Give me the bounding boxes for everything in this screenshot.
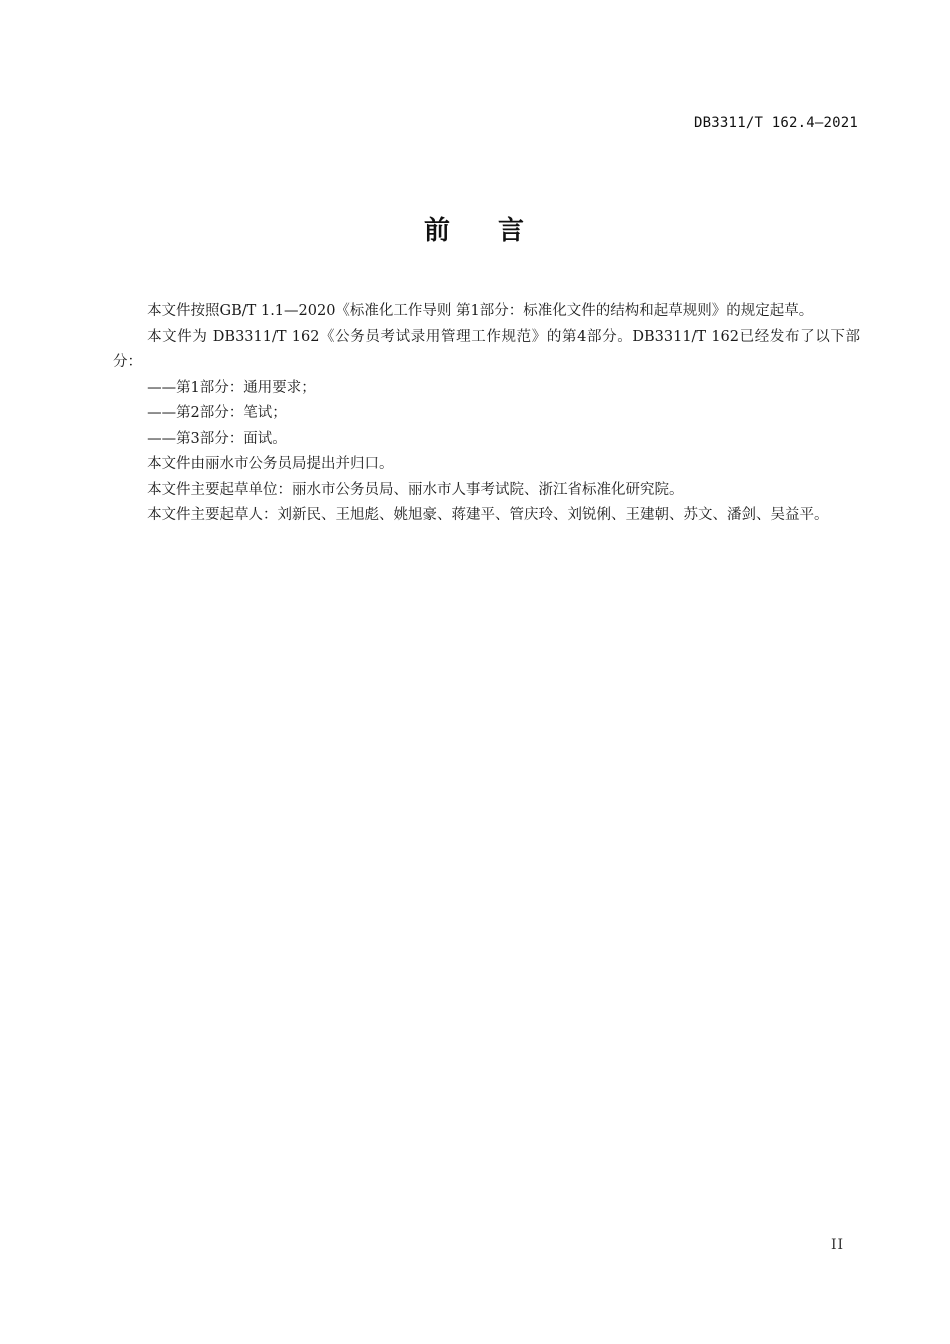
paragraph-drafters: 本文件主要起草人：刘新民、王旭彪、姚旭豪、蒋建平、管庆玲、刘锐俐、王建朝、苏文、潘剑、吴益平。 <box>147 507 829 523</box>
paragraph-drafting-units: 本文件主要起草单位：丽水市公务员局、丽水市人事考试院、浙江省标准化研究院。 <box>147 481 684 498</box>
title-char-2: 言 <box>498 216 527 246</box>
paragraph-part-of-series: 本文件为 DB3311/T 162《公务员考试录用管理工作规范》的第4部分。DB3311/T 162已经发布了以下部分： <box>113 328 860 370</box>
list-item-part-2: ——第2部分：笔试； <box>147 405 287 421</box>
paragraph-drafting-rules: 本文件按照GB/T 1.1—2020《标准化工作导则 第1部分：标准化文件的结构和起草规则》的规定起草。 <box>147 303 814 319</box>
title-char-1: 前 <box>423 216 452 246</box>
page-title <box>0 210 950 247</box>
document-code: DB3311/T 162.4—2021 <box>694 115 858 131</box>
list-item-part-3: ——第3部分：面试。 <box>147 430 287 447</box>
foreword-body <box>113 299 860 529</box>
page-number: II <box>830 1237 844 1253</box>
list-item-part-1: ——第1部分：通用要求； <box>147 379 316 396</box>
paragraph-proposer: 本文件由丽水市公务员局提出并归口。 <box>147 456 394 472</box>
